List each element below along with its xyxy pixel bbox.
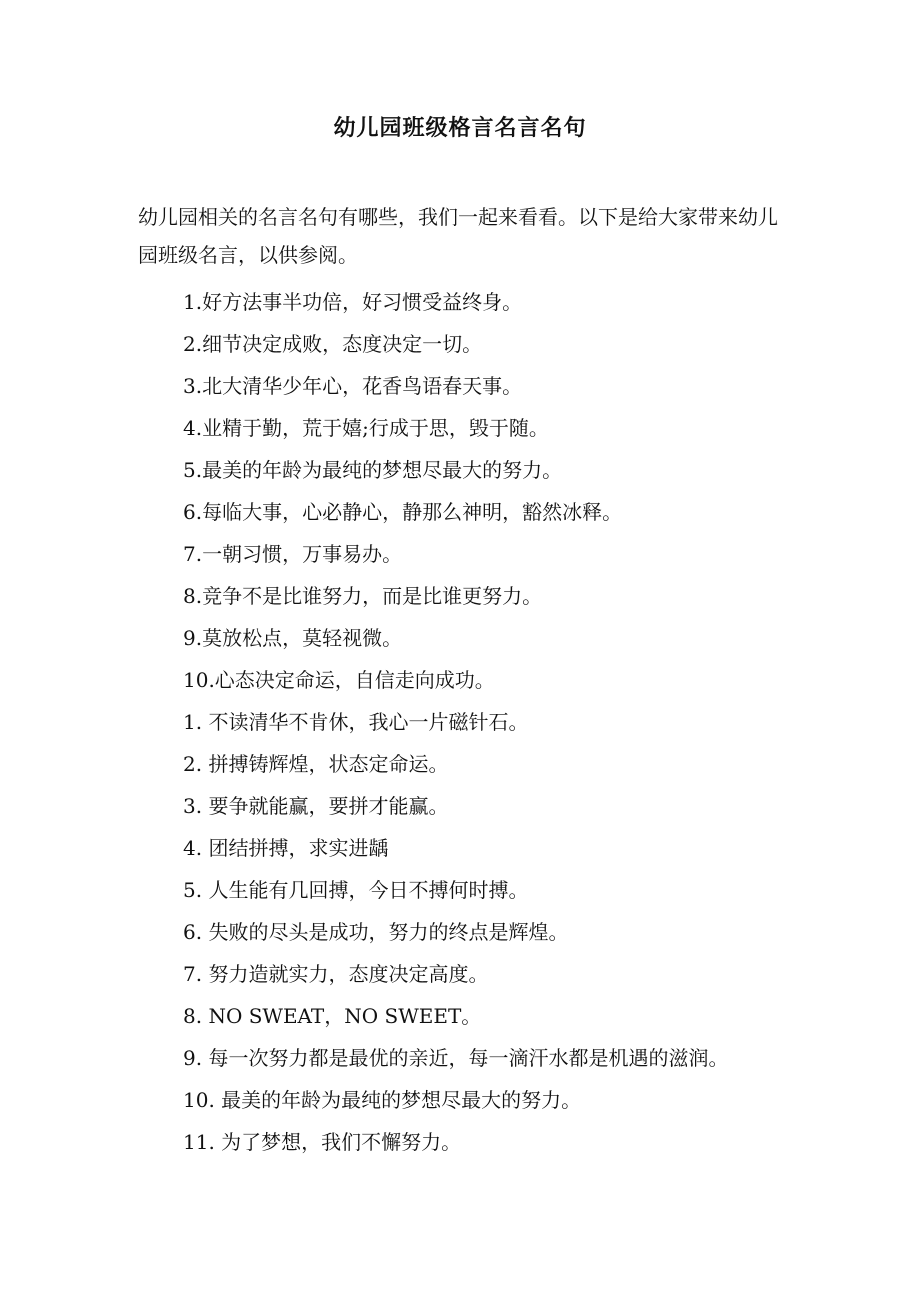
quote-item: 1.好方法事半功倍，好习惯受益终身。 bbox=[183, 290, 523, 314]
quote-item: 8.竞争不是比谁努力，而是比谁更努力。 bbox=[183, 584, 543, 608]
quote-item: 9. 每一次努力都是最优的亲近，每一滴汗水都是机遇的滋润。 bbox=[183, 1046, 729, 1070]
quote-item: 6. 失败的尽头是成功，努力的终点是辉煌。 bbox=[183, 920, 569, 944]
quote-item: 7.一朝习惯，万事易办。 bbox=[183, 542, 403, 566]
document-title: 幼儿园班级格言名言名句 bbox=[333, 115, 587, 141]
quote-item: 10. 最美的年龄为最纯的梦想尽最大的努力。 bbox=[183, 1088, 582, 1112]
quote-item: 8. NO SWEAT，NO SWEET。 bbox=[183, 1004, 482, 1028]
quote-item: 1. 不读清华不肯休，我心一片磁针石。 bbox=[183, 710, 529, 734]
quote-item: 10.心态决定命运，自信走向成功。 bbox=[183, 668, 495, 692]
quote-item: 2.细节决定成败，态度决定一切。 bbox=[183, 332, 483, 356]
quote-item: 11. 为了梦想，我们不懈努力。 bbox=[183, 1130, 462, 1154]
quote-item: 3. 要争就能赢，要拼才能赢。 bbox=[183, 794, 449, 818]
quote-item: 4.业精于勤，荒于嬉;行成于思，毁于随。 bbox=[183, 416, 549, 440]
quote-list bbox=[183, 281, 823, 1163]
intro-paragraph: 幼儿园相关的名言名句有哪些，我们一起来看看。以下是给大家带来幼儿园班级名言，以供参阅。 bbox=[138, 205, 778, 267]
quote-item: 4. 团结拼搏，求实进龋 bbox=[183, 836, 389, 860]
quote-item: 5.最美的年龄为最纯的梦想尽最大的努力。 bbox=[183, 458, 563, 482]
quote-item: 2. 拼搏铸辉煌，状态定命运。 bbox=[183, 752, 449, 776]
quote-item: 7. 努力造就实力，态度决定高度。 bbox=[183, 962, 489, 986]
quote-item: 3.北大清华少年心，花香鸟语春天事。 bbox=[183, 374, 523, 398]
quote-item: 5. 人生能有几回搏，今日不搏何时搏。 bbox=[183, 878, 529, 902]
quote-item: 9.莫放松点，莫轻视微。 bbox=[183, 626, 403, 650]
quote-item: 6.每临大事，心必静心，静那么神明，豁然冰释。 bbox=[183, 500, 623, 524]
